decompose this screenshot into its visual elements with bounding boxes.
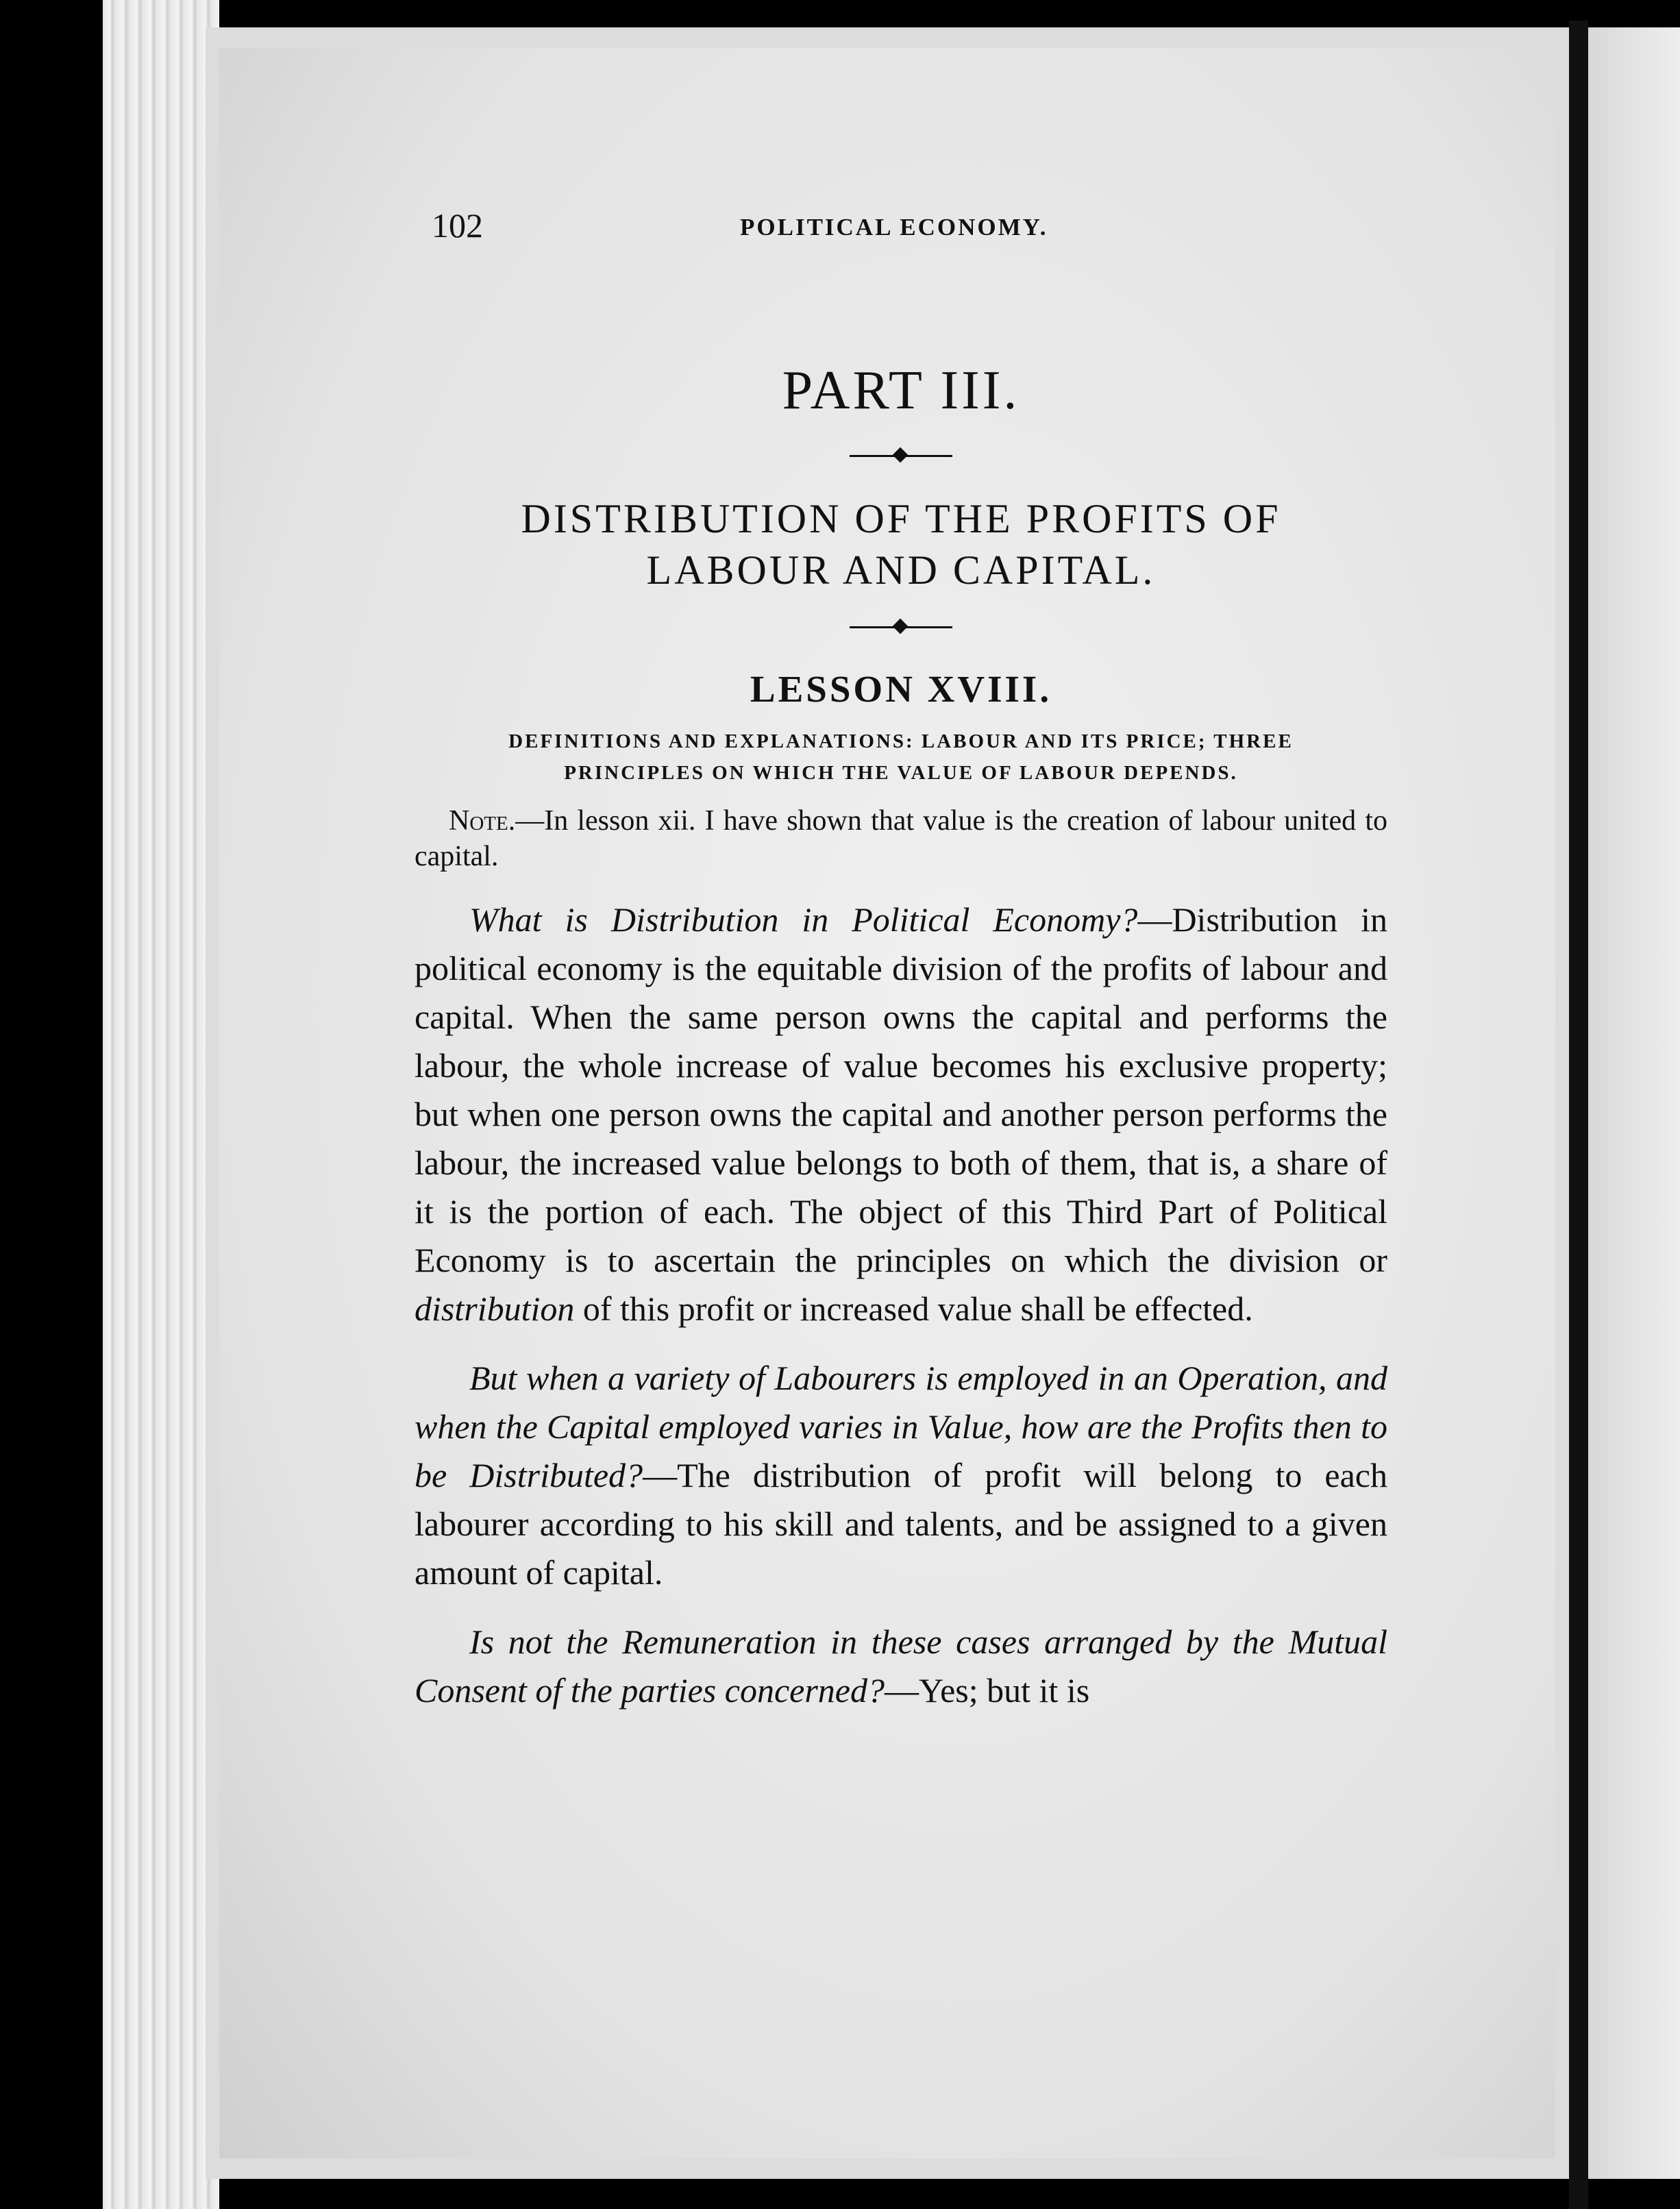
question-text: But when a variety of Labourers is employed in an Operation, and when the Capital employed varies in Value, how are the Profits then to be Distributed? [415,1358,1387,1494]
answer-text: —Distribution in political economy is the equitable division of the profits of labour and capital. When the same person owns the capital and performs the labour, the whole increase of value becomes his exclusive property; but when one person owns the capital and another person performs the labour, the increased value belongs to both of them, that is, a share of it is the portion of each. The object of this Third Part of Political Economy is to ascertain the principles on which the division or [415,900,1387,1279]
lesson-summary-line-1: DEFINITIONS AND EXPLANATIONS: LABOUR AND ITS PRICE; THREE [508,730,1294,752]
part-title: PART III. [782,360,1020,421]
page-edges [103,0,219,2209]
lesson-title: LESSON XVIII. [750,668,1052,710]
section-title-line-2: LABOUR AND CAPITAL. [646,547,1156,593]
emphasis-text: distribution [415,1289,575,1328]
answer-text: —The distribution of profit will belong to each labourer according to his skill and talents, and be assigned to a given amount of capital. [415,1455,1387,1592]
lesson-summary [415,726,1387,789]
page-number: 102 [432,206,483,245]
section-title-line-1: DISTRIBUTION OF THE PROFITS OF [521,496,1281,541]
facing-page-edge [1588,27,1680,2179]
note-paragraph [415,803,1387,875]
paragraph-distribution [415,896,1387,1333]
lesson-summary-line-2: PRINCIPLES ON WHICH THE VALUE OF LABOUR DEPENDS. [564,762,1238,785]
diamond-ornament-icon [893,619,909,634]
ornamental-rule [850,445,952,466]
paragraph-remuneration [415,1618,1387,1715]
page-body [415,360,1387,1736]
question-text: Is not the Remuneration in these cases arranged by the Mutual Consent of the parties concerned? [415,1622,1387,1710]
ornamental-rule [850,617,952,637]
diamond-ornament-icon [893,447,909,463]
running-title: POLITICAL ECONOMY. [740,214,1048,240]
question-text: What is Distribution in Political Economy? [469,900,1138,939]
note-label: Note. [449,804,516,837]
paragraph-variety-of-labourers [415,1354,1387,1597]
answer-text: —Yes; but it is [885,1670,1090,1710]
book-spine [1569,21,1588,2209]
note-text: —In lesson xii. I have shown that value is the creation of labour united to capital. [415,804,1387,873]
section-title [415,493,1387,596]
answer-text-continued: of this profit or increased value shall be effected. [574,1289,1253,1328]
